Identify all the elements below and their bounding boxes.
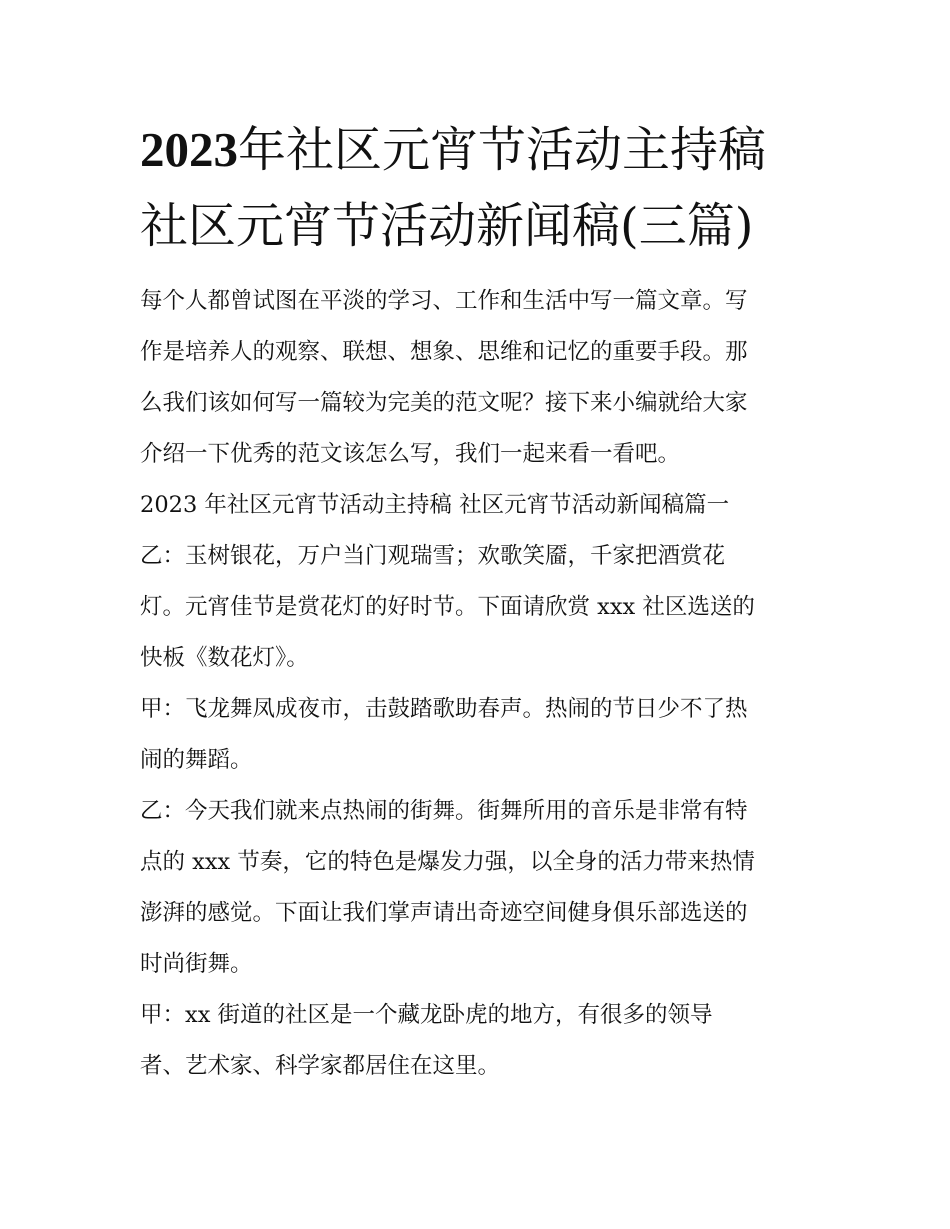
text-line: 澎湃的感觉。下面让我们掌声请出奇迹空间健身俱乐部选送的 (140, 900, 748, 926)
title-line-1 (140, 112, 830, 188)
title-line-1-text: 年社区元宵节活动主持稿 (238, 122, 767, 178)
text-line: 闹的舞蹈。 (140, 747, 253, 773)
text-line: 者、艺术家、科学家都居住在这里。 (140, 1053, 501, 1079)
text-line: 点的 xxx 节奏，它的特色是爆发力强，以全身的活力带来热情 (140, 849, 755, 875)
document-title (140, 112, 830, 264)
dialogue-paragraph (140, 688, 820, 790)
text-line: 介绍一下优秀的范文该怎么写，我们一起来看一看吧。 (140, 441, 681, 467)
dialogue-paragraph (140, 790, 820, 994)
section-heading (140, 484, 820, 535)
text-line: 乙：今天我们就来点热闹的街舞。街舞所用的音乐是非常有特 (140, 798, 748, 824)
text-line: 么我们该如何写一篇较为完美的范文呢？接下来小编就给大家 (140, 390, 748, 416)
title-year: 2023 (140, 122, 238, 177)
text-line: 每个人都曾试图在平淡的学习、工作和生活中写一篇文章。写 (140, 288, 748, 314)
dialogue-paragraph (140, 535, 820, 688)
text-line: 灯。元宵佳节是赏花灯的好时节。下面请欣赏 xxx 社区选送的 (140, 594, 755, 620)
text-line: 2023 年社区元宵节活动主持稿 社区元宵节活动新闻稿篇一 (140, 492, 730, 518)
text-line: 甲：xx 街道的社区是一个藏龙卧虎的地方，有很多的领导 (140, 1002, 713, 1028)
text-line: 时尚街舞。 (140, 951, 253, 977)
intro-paragraph (140, 280, 820, 484)
text-line: 乙：玉树银花，万户当门观瑞雪；欢歌笑靥，千家把酒赏花 (140, 543, 726, 569)
text-line: 甲：飞龙舞凤成夜市，击鼓踏歌助春声。热闹的节日少不了热 (140, 696, 748, 722)
text-line: 作是培养人的观察、联想、想象、思维和记忆的重要手段。那 (140, 339, 748, 365)
title-line-2: 社区元宵节活动新闻稿(三篇) (140, 198, 754, 254)
text-line: 快板《数花灯》。 (140, 645, 309, 671)
document-body (140, 280, 820, 1096)
dialogue-paragraph (140, 994, 820, 1096)
